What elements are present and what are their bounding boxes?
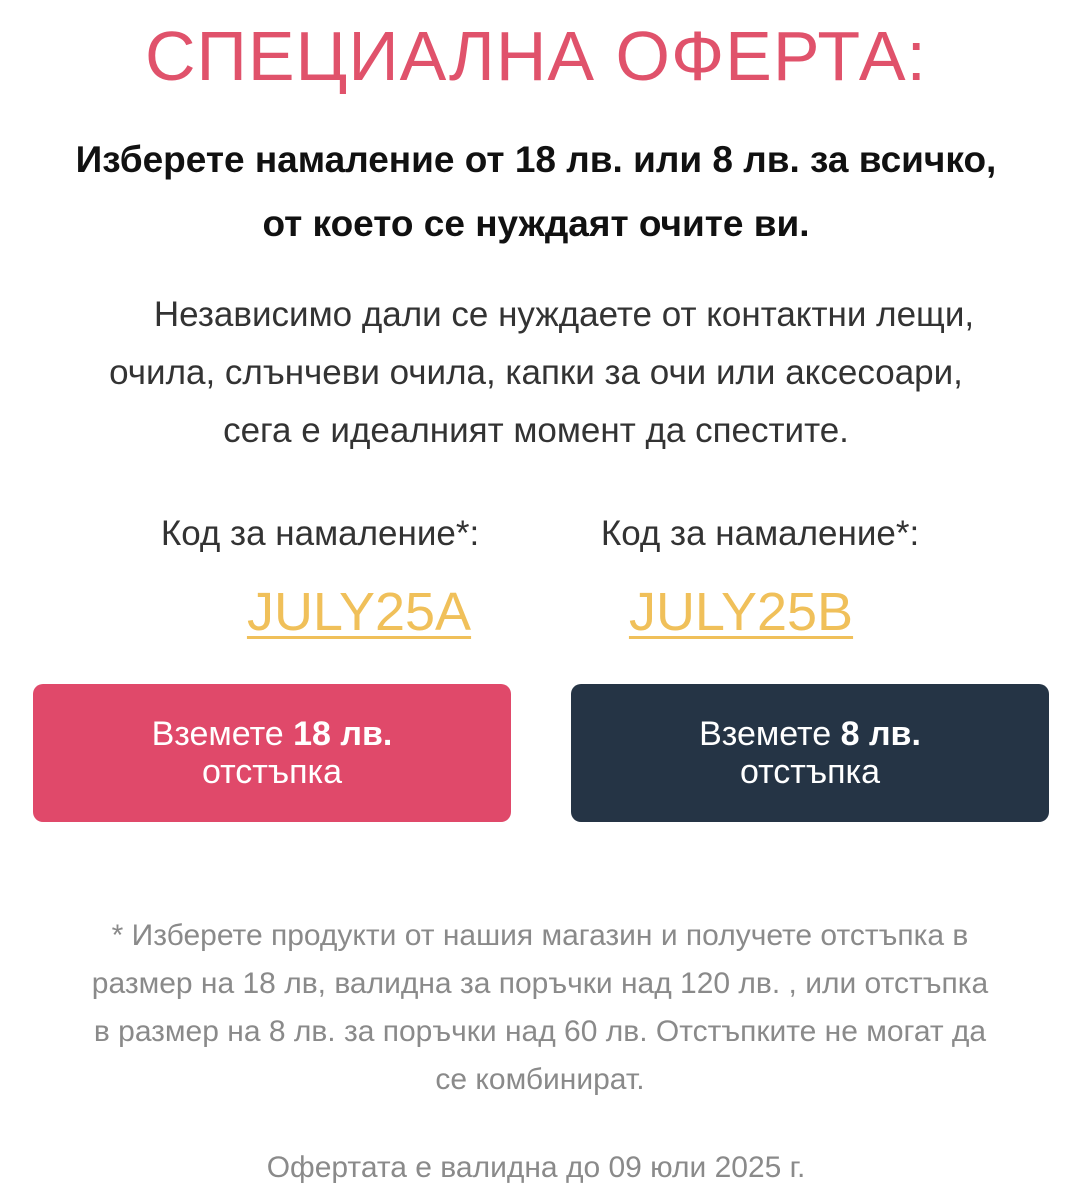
button-suffix: отстъпка [739, 753, 881, 791]
button-prefix: Вземете [151, 715, 284, 753]
footnote-line-2: размер на 18 лв, валидна за поръчки над 120 лв. , или отстъпка [91, 967, 989, 1000]
intro-line-2: очила, слънчеви очила, капки за очи или аксесоари, [109, 353, 963, 392]
intro-line-3: сега е идеалният момент да спестите. [223, 411, 849, 450]
offer-footnote [40, 912, 1040, 1104]
button-amount: 8 лв. [840, 715, 921, 753]
footnote-line-1: * Изберете продукти от нашия магазин и получете отстъпка в [111, 919, 969, 952]
offer-intro [40, 286, 1032, 460]
get-8-discount-button[interactable] [571, 684, 1049, 822]
offer-title: СПЕЦИАЛНА ОФЕРТА: [145, 17, 927, 95]
button-prefix: Вземете [699, 715, 832, 753]
offer-subtitle [20, 128, 1052, 256]
intro-line-1: Независимо дали се нуждаете от контактни лещи, [153, 295, 975, 334]
discount-code-b [550, 504, 970, 644]
subtitle-line-2: от което се нуждаят очите ви. [262, 203, 810, 244]
discount-code-a [110, 504, 530, 644]
subtitle-line-1: Изберете намаление от 18 лв. или 8 лв. за всичко, [75, 139, 997, 180]
get-18-discount-button[interactable] [33, 684, 511, 822]
footnote-line-4: се комбинират. [435, 1063, 645, 1096]
button-amount: 18 лв. [293, 715, 393, 753]
discount-code-label: Код за намаление*: [600, 514, 920, 553]
button-line-1 [152, 715, 393, 753]
discount-code-link[interactable]: JULY25B [628, 582, 854, 642]
offer-validity: Офертата е валидна до 09 юли 2025 г. [266, 1151, 806, 1184]
discount-code-link[interactable]: JULY25A [246, 582, 472, 642]
discount-code-label: Код за намаление*: [160, 514, 480, 553]
footnote-line-3: в размер на 8 лв. за поръчки над 60 лв. Отстъпките не могат да [93, 1015, 987, 1048]
button-line-1 [699, 715, 921, 753]
button-suffix: отстъпка [201, 753, 343, 791]
